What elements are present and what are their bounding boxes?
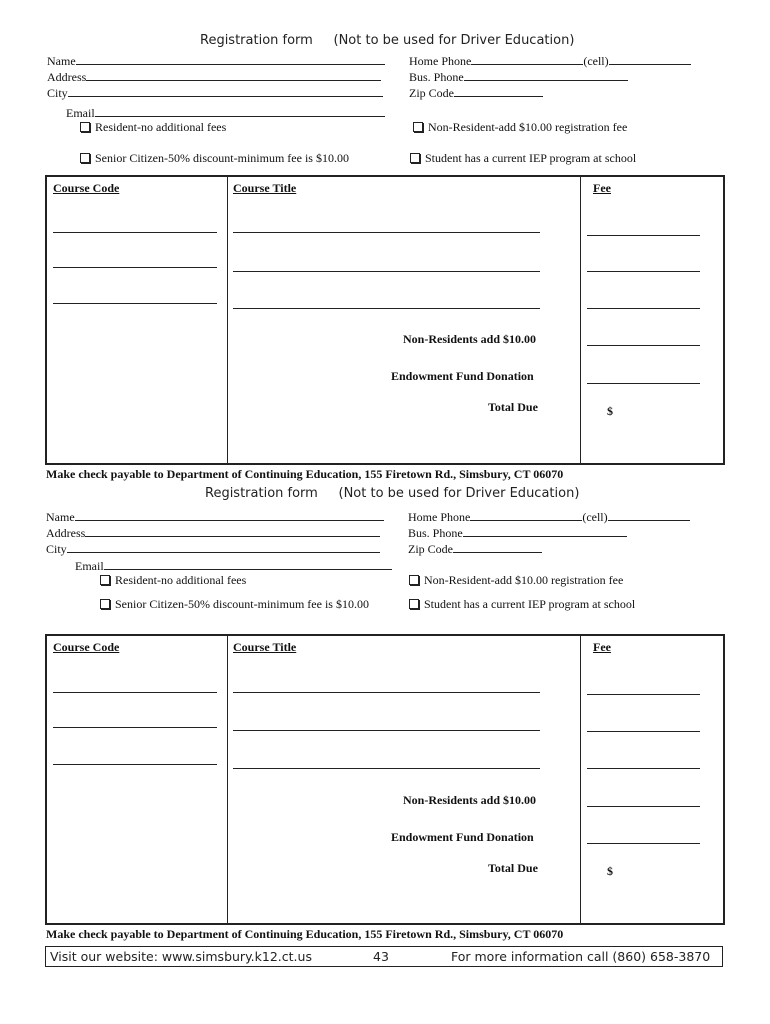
course-code-line[interactable] [53, 764, 217, 765]
fee-line[interactable] [587, 308, 700, 309]
course-code-line[interactable] [53, 232, 217, 233]
endowment-fee-line[interactable] [587, 843, 700, 844]
email-line[interactable] [104, 557, 392, 570]
zip-code-line[interactable] [454, 84, 543, 97]
cell-label: (cell) [583, 54, 609, 68]
form-subtitle: (Not to be used for Driver Education) [338, 486, 580, 501]
bus-phone-field[interactable]: Bus. Phone [409, 68, 628, 85]
home-phone-field[interactable]: Home Phone (cell) [409, 52, 691, 69]
checkbox-icon[interactable] [413, 122, 423, 132]
cell-line[interactable] [609, 52, 691, 65]
course-title-header: Course Title [233, 181, 297, 195]
bus-phone-field[interactable]: Bus. Phone [408, 524, 627, 541]
course-code-line[interactable] [53, 267, 217, 268]
address-field[interactable]: Address [46, 524, 380, 541]
non-resident-fee-line[interactable] [587, 806, 700, 807]
column-divider [227, 177, 228, 463]
fee-line[interactable] [587, 694, 700, 695]
info-phone-text: For more information call (860) 658-3870 [451, 949, 711, 964]
course-title-line[interactable] [233, 308, 540, 309]
fee-line[interactable] [587, 768, 700, 769]
course-table [45, 175, 725, 465]
address-line[interactable] [85, 524, 380, 537]
student-option[interactable]: Student has a current IEP program at school [409, 597, 635, 612]
checkbox-icon[interactable] [100, 599, 110, 609]
student-option[interactable]: Student has a current IEP program at school [410, 151, 636, 166]
resident-option[interactable]: Resident-no additional fees [80, 120, 226, 135]
course-code-line[interactable] [53, 692, 217, 693]
form-title: Registration form (Not to be used for Driver Education) [205, 486, 580, 501]
non-resident-fee-line[interactable] [587, 345, 700, 346]
course-code-header: Course Code [53, 181, 120, 195]
email-field[interactable]: Email [75, 557, 392, 574]
endowment-label: Endowment Fund Donation [391, 830, 534, 844]
column-divider [580, 177, 581, 463]
city-line[interactable] [68, 84, 383, 97]
page-number: 43 [373, 949, 389, 964]
course-title-line[interactable] [233, 768, 540, 769]
checkbox-icon[interactable] [80, 122, 90, 132]
form-title: Registration form (Not to be used for Driver Education) [200, 33, 575, 48]
senior-option[interactable]: Senior Citizen-50% discount-minimum fee is $10.00 [100, 597, 369, 612]
total-due-currency: $ [607, 404, 613, 418]
course-title-line[interactable] [233, 232, 540, 233]
course-title-line[interactable] [233, 730, 540, 731]
checkbox-icon[interactable] [409, 575, 419, 585]
home-phone-line[interactable] [471, 52, 583, 65]
check-payable-note: Make check payable to Department of Continuing Education, 155 Firetown Rd., Simsbury, CT 06070 [46, 467, 564, 481]
total-due-label: Total Due [488, 400, 538, 414]
checkbox-icon[interactable] [100, 575, 110, 585]
zip-code-field[interactable]: Zip Code [409, 84, 543, 101]
course-code-line[interactable] [53, 727, 217, 728]
bus-phone-line[interactable] [463, 524, 627, 537]
fee-line[interactable] [587, 235, 700, 236]
email-line[interactable] [95, 104, 385, 117]
name-line[interactable] [75, 508, 384, 521]
name-field[interactable]: Name [46, 508, 384, 525]
fee-line[interactable] [587, 731, 700, 732]
city-field[interactable]: City [47, 84, 383, 101]
course-title-line[interactable] [233, 692, 540, 693]
city-line[interactable] [67, 540, 380, 553]
endowment-fee-line[interactable] [587, 383, 700, 384]
home-phone-line[interactable] [470, 508, 582, 521]
endowment-label: Endowment Fund Donation [391, 369, 534, 383]
email-field[interactable]: Email [66, 104, 385, 121]
non-resident-option[interactable]: Non-Resident-add $10.00 registration fee [413, 120, 627, 135]
cell-line[interactable] [608, 508, 690, 521]
home-phone-field[interactable]: Home Phone (cell) [408, 508, 690, 525]
non-resident-option[interactable]: Non-Resident-add $10.00 registration fee [409, 573, 623, 588]
check-payable-note: Make check payable to Department of Continuing Education, 155 Firetown Rd., Simsbury, CT 06070 [46, 927, 564, 941]
course-code-line[interactable] [53, 303, 217, 304]
cell-label: (cell) [582, 510, 608, 524]
column-divider [227, 636, 228, 923]
total-due-currency: $ [607, 864, 613, 878]
city-field[interactable]: City [46, 540, 380, 557]
checkbox-icon[interactable] [409, 599, 419, 609]
fee-line[interactable] [587, 271, 700, 272]
fee-header: Fee [593, 181, 611, 195]
zip-code-field[interactable]: Zip Code [408, 540, 542, 557]
fee-header: Fee [593, 640, 611, 654]
non-residents-label: Non-Residents add $10.00 [403, 332, 537, 346]
name-line[interactable] [76, 52, 385, 65]
non-residents-label: Non-Residents add $10.00 [403, 793, 537, 807]
checkbox-icon[interactable] [410, 153, 420, 163]
course-code-header: Course Code [53, 640, 120, 654]
page-footer [45, 946, 723, 967]
address-line[interactable] [86, 68, 381, 81]
column-divider [580, 636, 581, 923]
address-field[interactable]: Address [47, 68, 381, 85]
resident-option[interactable]: Resident-no additional fees [100, 573, 246, 588]
checkbox-icon[interactable] [80, 153, 90, 163]
course-title-line[interactable] [233, 271, 540, 272]
senior-option[interactable]: Senior Citizen-50% discount-minimum fee is $10.00 [80, 151, 349, 166]
website-text: Visit our website: www.simsbury.k12.ct.us [50, 949, 312, 964]
name-field[interactable]: Name [47, 52, 385, 69]
zip-code-line[interactable] [453, 540, 542, 553]
form-subtitle: (Not to be used for Driver Education) [333, 33, 575, 48]
course-title-header: Course Title [233, 640, 297, 654]
bus-phone-line[interactable] [464, 68, 628, 81]
total-due-label: Total Due [488, 861, 538, 875]
course-table [45, 634, 725, 925]
